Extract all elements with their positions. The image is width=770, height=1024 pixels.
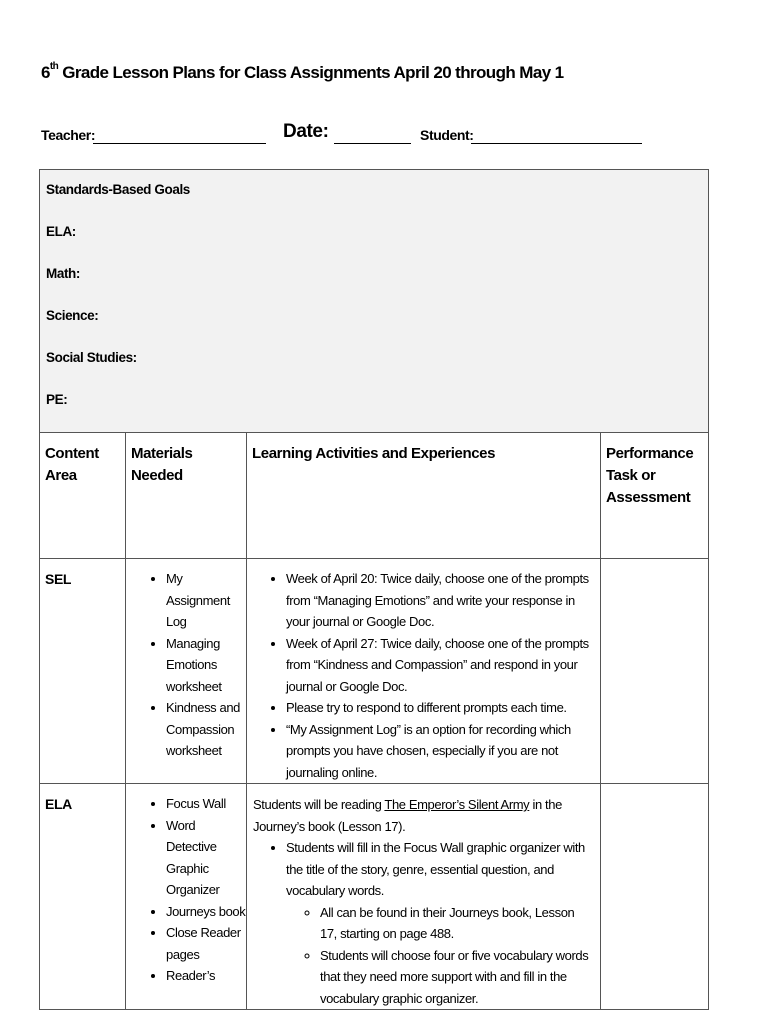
header-learning-activities: Learning Activities and Experiences [247,433,601,559]
header-materials-needed: Materials Needed [126,433,247,559]
goal-pe: PE: [46,392,68,407]
list-item: • Close Reader pages [166,922,246,965]
header-performance-task: Performance Task or Assessment [601,433,709,559]
list-item: • Week of April 20: Twice daily, choose one of the prompts from “Managing Emotions” and write your response in your journal or Google Doc. [286,568,594,633]
date-blank[interactable] [334,143,411,144]
content-area-ela: ELA [40,784,126,1010]
goal-math: Math: [46,266,80,281]
standards-goals-section [40,170,709,433]
goal-science: Science: [46,308,99,323]
header-content-area: Content Area [40,433,126,559]
goal-ela: ELA: [46,224,76,239]
goal-social-studies: Social Studies: [46,350,137,365]
list-item: • Word Detective Graphic Organizer [166,815,246,901]
table-row [40,784,709,1010]
date-label: Date: [283,121,329,142]
list-item: • Focus Wall [166,793,246,815]
list-item: • Week of April 27: Twice daily, choose one of the prompts from “Kindness and Compassion” and respond in your journal or Google Doc. [286,633,594,698]
activities-cell [247,784,601,1010]
header-fields [41,120,741,150]
assessment-cell[interactable] [601,559,709,784]
list-item: • “My Assignment Log” is an option for recording which prompts you have chosen, especially if you are not journaling online. [286,719,594,784]
materials-cell [126,559,247,784]
list-item: • Please try to respond to different prompts each time. [286,697,594,719]
student-blank[interactable] [471,143,642,144]
list-item: • Students will fill in the Focus Wall graphic organizer with the title of the story, genre, essential question, and vocabulary words. ◦ All can be found in their Journeys book, Lesson 17, starting on page 488. ◦ Students will choose four or five vocabulary words that they need more support with and fill in the vocabulary graphic organizer. [286,837,594,1009]
list-item: • Kindness and Compassion worksheet [166,697,246,762]
student-label: Student: [420,127,474,143]
sub-list-item: ◦ All can be found in their Journeys book, Lesson 17, starting on page 488. [320,902,594,945]
teacher-blank[interactable] [93,143,266,144]
lesson-plan-table [39,169,709,1010]
assessment-cell[interactable] [601,784,709,1010]
goals-heading: Standards-Based Goals [46,182,190,197]
list-item: • Journeys book [166,901,246,923]
reading-intro: Students will be reading The Emperor’s Silent Army in the Journey’s book (Lesson 17). [253,797,562,834]
list-item: • Reader’s [166,965,246,987]
document-title: 6th Grade Lesson Plans for Class Assignments April 20 through May 1 [41,61,564,82]
list-item: • My Assignment Log [166,568,246,633]
story-title: The Emperor’s Silent Army [384,797,530,812]
table-row [40,559,709,784]
content-area-sel: SEL [40,559,126,784]
materials-cell [126,784,247,1010]
activities-cell [247,559,601,784]
sub-list-item: ◦ Students will choose four or five vocabulary words that they need more support with and fill in the vocabulary graphic organizer. [320,945,594,1010]
list-item: • Managing Emotions worksheet [166,633,246,698]
teacher-label: Teacher: [41,127,96,143]
